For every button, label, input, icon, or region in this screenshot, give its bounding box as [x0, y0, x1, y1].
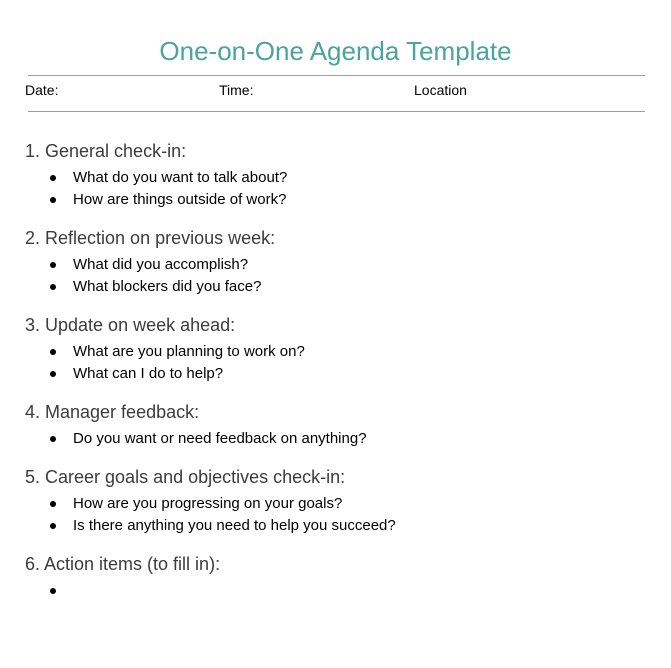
section-heading: 3. Update on week ahead:	[25, 315, 236, 335]
list-item-text: Is there anything you need to help you succeed?	[73, 517, 396, 534]
list-item	[25, 493, 645, 515]
document-title: One-on-One Agenda Template	[159, 36, 512, 67]
agenda-section	[25, 314, 645, 385]
bullet-dot-icon	[50, 197, 56, 203]
list-item	[25, 580, 645, 602]
section-heading: 2. Reflection on previous week:	[25, 228, 276, 248]
section-heading: 4. Manager feedback:	[25, 402, 200, 422]
bullet-dot-icon	[50, 262, 56, 268]
time-label: Time:	[219, 82, 254, 98]
section-heading: 1. General check-in:	[25, 141, 187, 161]
date-label: Date:	[25, 82, 59, 98]
bullet-dot-icon	[50, 284, 56, 290]
list-item-text: How are you progressing on your goals?	[73, 495, 343, 512]
bullet-dot-icon	[50, 523, 56, 529]
location-label: Location	[414, 82, 467, 98]
list-item	[25, 276, 645, 298]
list-item-text: What can I do to help?	[73, 365, 224, 382]
agenda-sections	[25, 140, 645, 618]
list-item	[25, 341, 645, 363]
bullet-dot-icon	[50, 349, 56, 355]
bullet-dot-icon	[50, 371, 56, 377]
list-item	[25, 254, 645, 276]
bullet-dot-icon	[50, 436, 56, 442]
agenda-section	[25, 466, 645, 537]
bullet-list	[25, 167, 645, 211]
header-divider-top	[28, 75, 645, 76]
list-item-text: What are you planning to work on?	[73, 343, 305, 360]
list-item	[25, 515, 645, 537]
list-item-text: What do you want to talk about?	[73, 169, 288, 186]
section-heading: 6. Action items (to fill in):	[25, 554, 221, 574]
list-item-text: Do you want or need feedback on anything?	[73, 430, 367, 447]
bullet-list	[25, 580, 645, 602]
agenda-section	[25, 401, 645, 450]
section-heading: 5. Career goals and objectives check-in:	[25, 467, 346, 487]
bullet-dot-icon	[50, 175, 56, 181]
agenda-section	[25, 553, 645, 602]
bullet-list	[25, 341, 645, 385]
list-item	[25, 363, 645, 385]
meeting-details-row	[0, 81, 671, 101]
bullet-list	[25, 254, 645, 298]
bullet-list	[25, 428, 645, 450]
list-item	[25, 167, 645, 189]
list-item	[25, 189, 645, 211]
list-item	[25, 428, 645, 450]
list-item-text: What did you accomplish?	[73, 256, 249, 273]
bullet-dot-icon	[50, 588, 56, 594]
bullet-dot-icon	[50, 501, 56, 507]
agenda-section	[25, 227, 645, 298]
list-item-text: What blockers did you face?	[73, 278, 262, 295]
agenda-section	[25, 140, 645, 211]
list-item-text: How are things outside of work?	[73, 191, 287, 208]
bullet-list	[25, 493, 645, 537]
header-divider-bottom	[28, 111, 645, 112]
